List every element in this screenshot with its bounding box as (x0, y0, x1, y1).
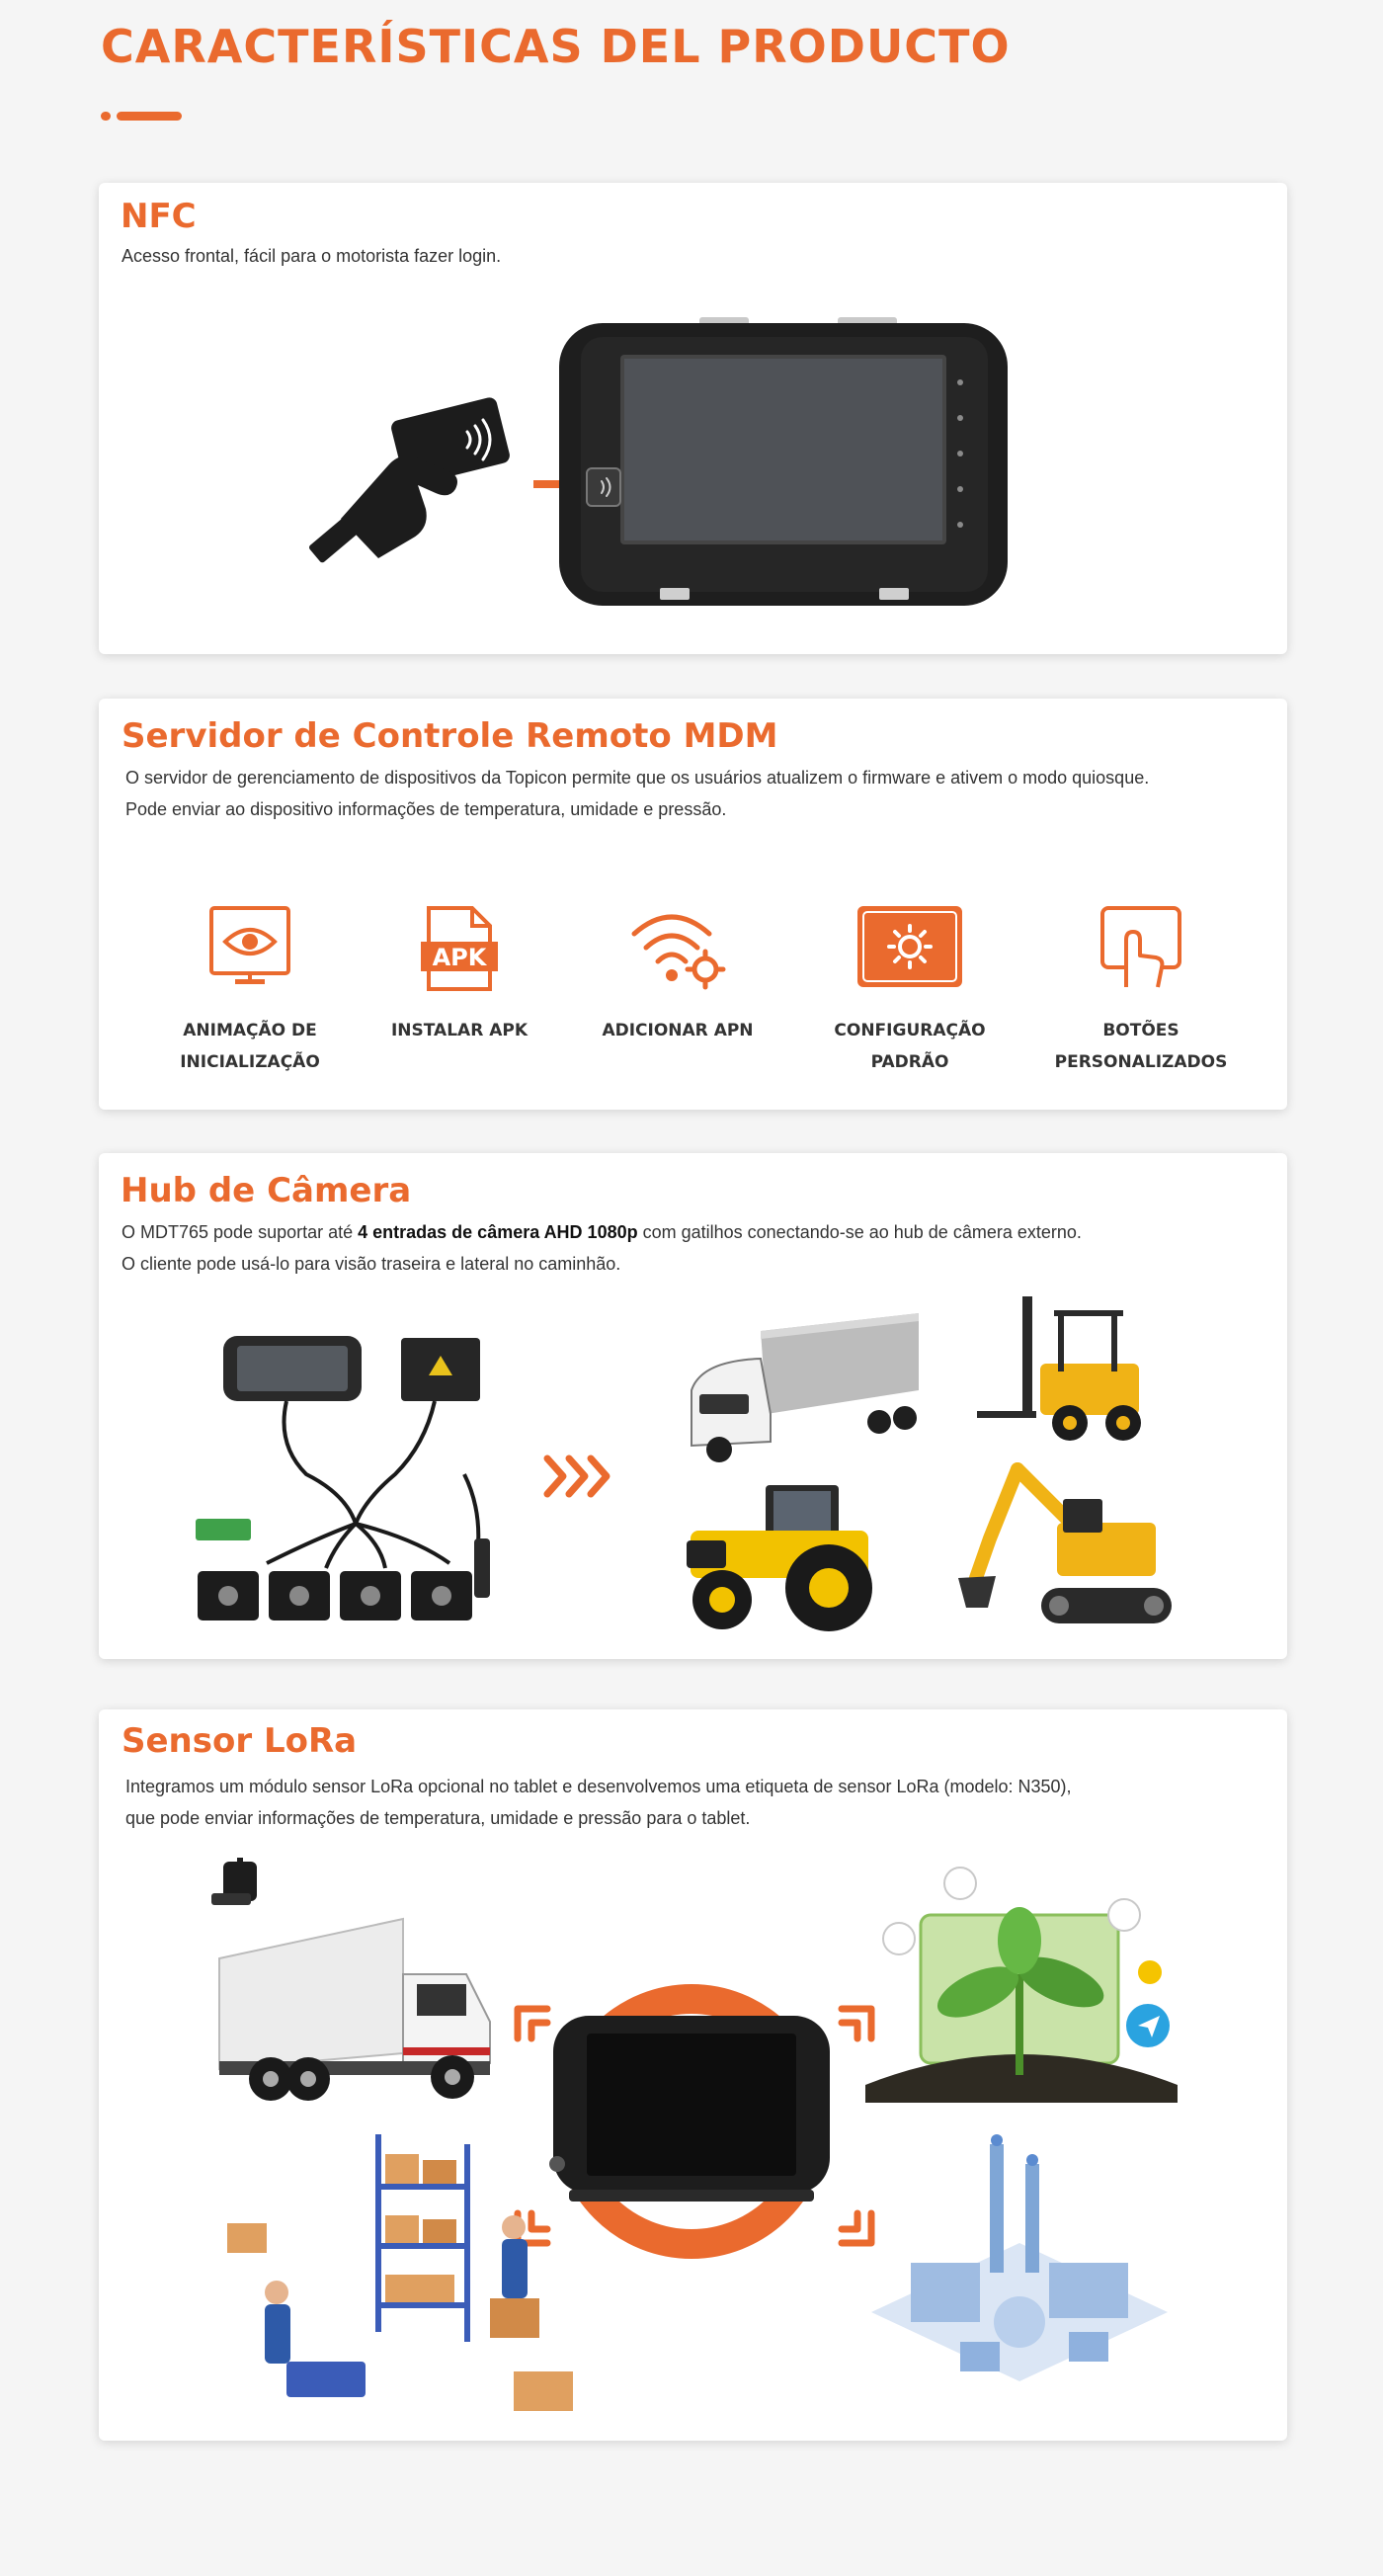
feature-label: CONFIGURAÇÃO PADRÃO (834, 1021, 986, 1072)
smart-farming-icon (852, 1856, 1187, 2113)
nfc-card (99, 183, 1287, 654)
tractor-icon (667, 1479, 894, 1637)
forklift-icon (963, 1294, 1161, 1453)
camera-description-line2: O cliente pode usá-lo para visão traseira e lateral no caminhão. (122, 1254, 621, 1274)
camera-description-highlight: 4 entradas de câmera AHD 1080p (358, 1222, 638, 1242)
lora-description-line2: que pode enviar informações de temperatura, umidade e pressão para o tablet. (125, 1808, 751, 1828)
boot-animation-icon (205, 904, 294, 993)
feature-install-apk[interactable] (361, 904, 558, 1046)
title-underline (101, 112, 182, 121)
feature-default-settings[interactable] (811, 904, 1009, 1078)
default-settings-icon (855, 904, 964, 993)
triple-chevron-icon (541, 1453, 616, 1500)
page-title: CARACTERÍSTICAS DEL PRODUCTO (101, 20, 1011, 73)
camera-hub-card (99, 1153, 1287, 1659)
wifi-gear-icon (628, 904, 727, 993)
custom-button-icon (1097, 904, 1185, 993)
lora-card (99, 1709, 1287, 2441)
feature-label: BOTÕES PERSONALIZADOS (1054, 1021, 1228, 1072)
truck-icon (672, 1311, 929, 1469)
apk-badge: APK (432, 944, 487, 971)
arrow-up-left-icon (508, 1999, 557, 2048)
feature-label: ANIMAÇÃO DE INICIALIZAÇÃO (180, 1021, 320, 1072)
feature-label: INSTALAR APK (390, 1021, 529, 1040)
mdm-card (99, 699, 1287, 1110)
sensor-truck-icon (180, 1858, 595, 2124)
lora-description-line1: Integramos um módulo sensor LoRa opcional no tablet e desenvolvemos uma etiqueta de sensor LoRa (modelo: N350), (125, 1777, 1072, 1796)
mdm-description-line2: Pode enviar ao dispositivo informações de temperatura, umidade e pressão. (125, 799, 727, 819)
feature-custom-buttons[interactable] (1042, 904, 1240, 1078)
feature-label: ADICIONAR APN (602, 1021, 754, 1040)
feature-add-apn[interactable] (579, 904, 776, 1046)
mdm-description-line1: O servidor de gerenciamento de dispositivos da Topicon permite que os usuários atualizem o firmware e ativem o modo quiosque. (125, 768, 1150, 788)
nfc-icon[interactable] (586, 467, 621, 507)
apk-file-icon (415, 904, 504, 993)
camera-hub-kit-icon (168, 1326, 603, 1642)
nfc-description: Acesso frontal, fácil para o motorista fazer login. (122, 246, 502, 266)
smart-factory-icon (852, 2124, 1187, 2421)
excavator-icon (948, 1459, 1176, 1642)
warehouse-logistics-icon (198, 2124, 612, 2441)
camera-description-line1: O MDT765 pode suportar até 4 entradas de câmera AHD 1080p com gatilhos conectando-se ao hub de câmera externo. (122, 1222, 1082, 1242)
rugged-tablet-icon (541, 311, 1025, 618)
lora-heading: Sensor LoRa (122, 1721, 358, 1761)
nfc-heading: NFC (121, 197, 197, 236)
mdm-heading: Servidor de Controle Remoto MDM (122, 716, 778, 756)
feature-boot-animation[interactable] (151, 904, 349, 1078)
camera-heading: Hub de Câmera (121, 1171, 412, 1210)
